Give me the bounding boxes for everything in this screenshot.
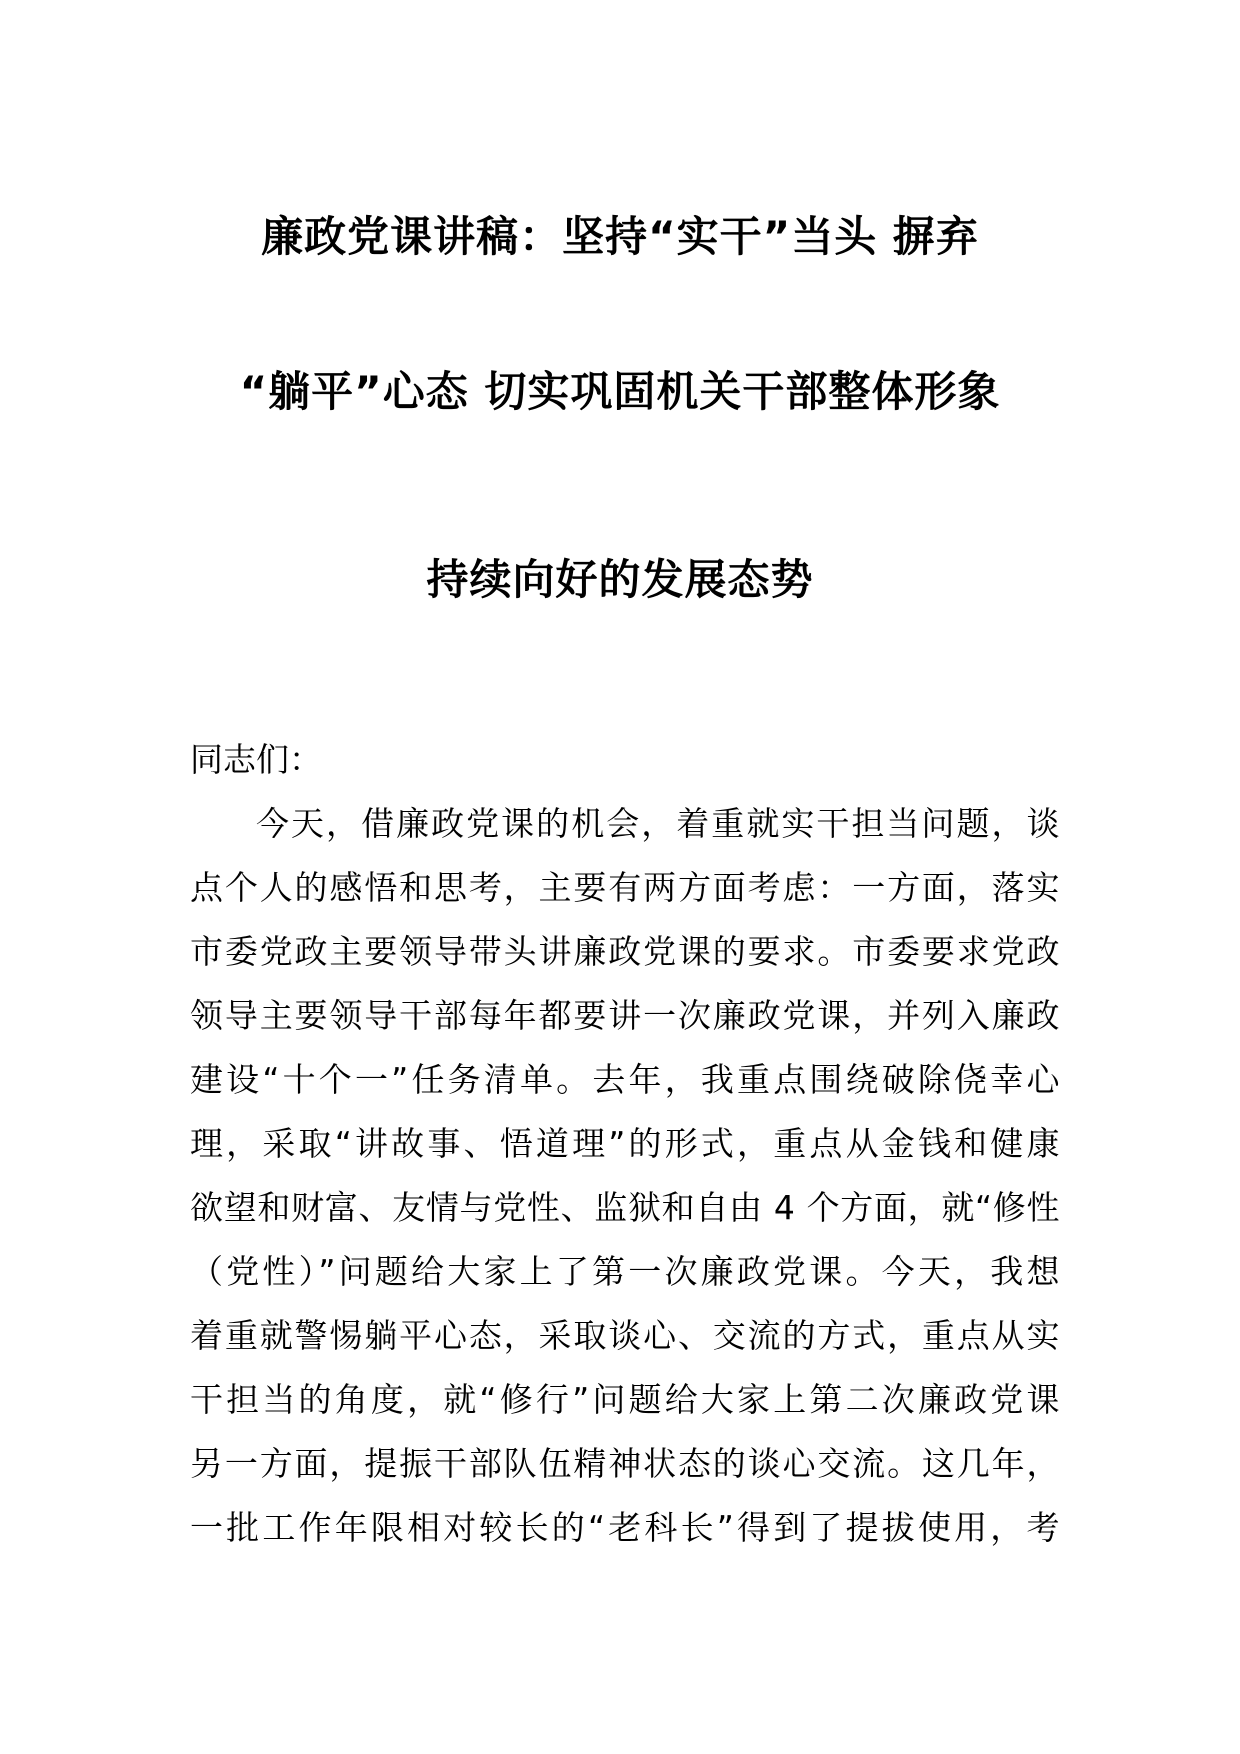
body-line: （党性）”问题给大家上了第一次廉政党课。今天，我想	[190, 1252, 1060, 1291]
body-line: 干担当的角度，就“修行”问题给大家上第二次廉政党课	[190, 1380, 1060, 1419]
body-line: 欲望和财富、友情与党性、监狱和自由 4 个方面，就“修性	[190, 1188, 1060, 1227]
body-line: 今天，借廉政党课的机会，着重就实干担当问题，谈	[256, 804, 1060, 843]
document-title-line-3: 持续向好的发展态势	[426, 555, 814, 604]
document-title-line-2: “躺平”心态 切实巩固机关干部整体形象	[239, 367, 1001, 416]
document-title-line-1: 廉政党课讲稿：坚持“实干”当头 摒弃	[261, 212, 979, 261]
body-line: 着重就警惕躺平心态，采取谈心、交流的方式，重点从实	[190, 1316, 1060, 1355]
body-line: 建设“十个一”任务清单。去年，我重点围绕破除侥幸心	[190, 1060, 1060, 1099]
body-line: 领导主要领导干部每年都要讲一次廉政党课，并列入廉政	[190, 996, 1060, 1035]
body-line: 另一方面，提振干部队伍精神状态的谈心交流。这几年，	[190, 1444, 1060, 1483]
body-line: 一批工作年限相对较长的“老科长”得到了提拔使用，考	[190, 1508, 1060, 1547]
body-line: 理，采取“讲故事、悟道理”的形式，重点从金钱和健康	[190, 1124, 1060, 1163]
salutation: 同志们：	[190, 740, 322, 779]
body-line: 点个人的感悟和思考，主要有两方面考虑：一方面，落实	[190, 868, 1060, 907]
body-line: 市委党政主要领导带头讲廉政党课的要求。市委要求党政	[190, 932, 1060, 971]
